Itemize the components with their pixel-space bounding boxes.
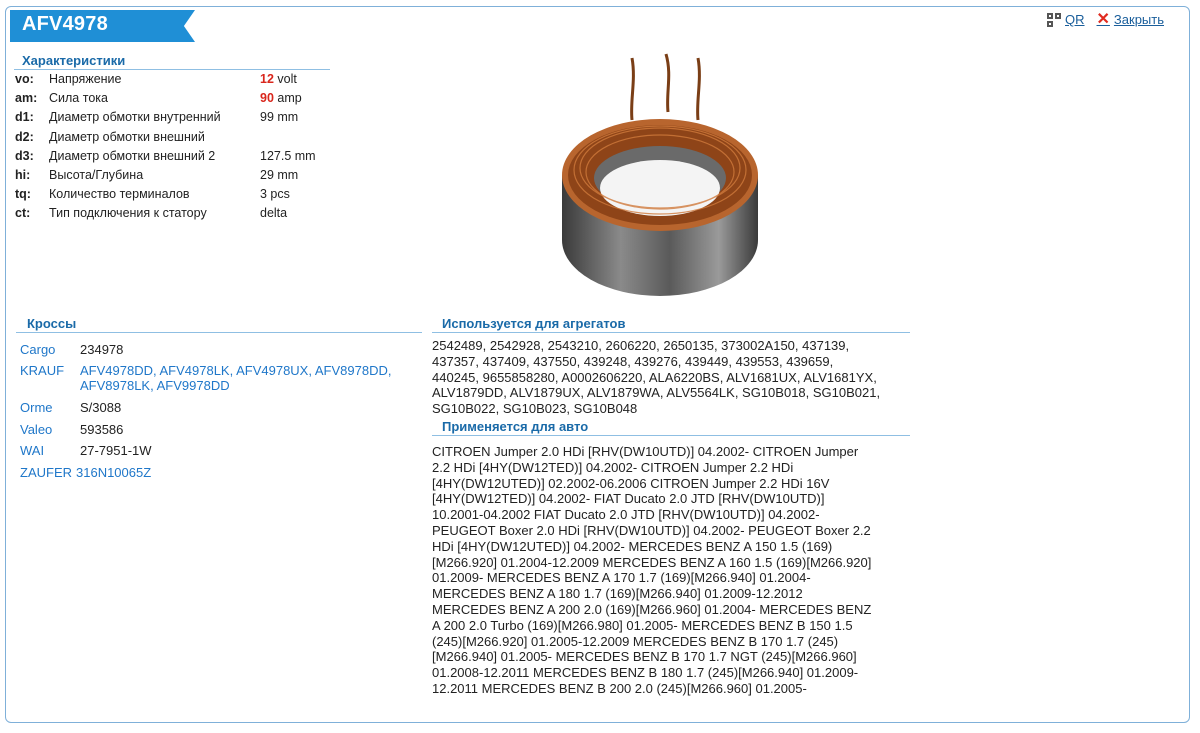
spec-label: Диаметр обмотки внутренний — [49, 110, 221, 125]
cars-line: [4HY(DW12UTED)] 02.2002-06.2006 CITROEN Jumper 2.2 HDi 16V — [432, 475, 830, 491]
spec-value — [260, 91, 302, 105]
spec-value — [260, 168, 298, 182]
cross-row — [20, 400, 121, 415]
spec-unit: amp — [277, 91, 302, 106]
crosses-title: Кроссы — [16, 316, 422, 333]
cars-line: 2.2 HDi [4HY(DW12TED)] 04.2002- CITROEN Jumper 2.2 HDi — [432, 459, 794, 475]
aggregates-line: 2542489, 2542928, 2543210, 2606220, 2650135, 373002A150, 437139, — [432, 338, 850, 353]
spec-key: d1: — [15, 110, 34, 125]
cars-line: 01.2008-12.2011 MERCEDES BENZ B 180 1.7 (245)[M266.940] 01.2009- — [432, 665, 859, 681]
cross-brand[interactable]: WAI — [20, 443, 45, 458]
spec-label: Напряжение — [49, 72, 122, 86]
spec-value — [260, 110, 298, 124]
spec-key: tq: — [15, 187, 31, 202]
qr-label: QR — [1065, 12, 1085, 27]
spec-label: Высота/Глубина — [49, 168, 144, 182]
spec-value-text: delta — [260, 206, 288, 221]
cross-row — [20, 422, 123, 437]
cross-brand[interactable]: ZAUFER — [20, 465, 72, 480]
qr-code-icon — [1047, 13, 1061, 27]
cars-line: 12.2011 MERCEDES BENZ B 200 2.0 (245)[M266.960] 01.2005- — [432, 680, 807, 696]
spec-key: d2: — [15, 129, 34, 144]
spec-key: vo: — [15, 72, 34, 86]
spec-unit: volt — [277, 72, 297, 86]
cars-line: 10.2001-04.2002 FIAT Ducato 2.0 JTD [RHV(DW10UTD)] 04.2002- — [432, 507, 820, 523]
cars-list — [432, 444, 871, 697]
spec-value-text: 29 mm — [260, 168, 299, 182]
cross-brand[interactable]: Valeo — [20, 422, 53, 437]
cars-line: MERCEDES BENZ A 180 1.7 (169)[M266.940] 01.2009-12.2012 — [432, 586, 803, 602]
close-icon: ✕ — [1096, 10, 1110, 28]
spec-value-text: 99 mm — [260, 110, 299, 125]
cars-line: [M266.940] 01.2005- MERCEDES BENZ B 170 1.7 NGT (245)[M266.960] — [432, 649, 857, 665]
spec-key: am: — [15, 91, 38, 106]
cross-brand[interactable]: Cargo — [20, 342, 56, 357]
cross-row — [20, 443, 152, 458]
cross-value: 593586 — [80, 422, 124, 437]
spec-key: hi: — [15, 168, 31, 182]
cross-value[interactable] — [80, 363, 391, 393]
spec-label: Диаметр обмотки внешний — [49, 129, 205, 144]
cross-row — [20, 342, 123, 357]
spec-value — [260, 72, 297, 86]
spec-label: Диаметр обмотки внешний 2 — [49, 148, 216, 163]
cross-row — [20, 363, 391, 393]
cars-line: 01.2009- MERCEDES BENZ A 170 1.7 (169)[M266.940] 01.2004- — [432, 570, 811, 586]
cars-line: A 200 2.0 Turbo (169)[M266.980] 01.2005- MERCEDES BENZ B 150 1.5 — [432, 617, 853, 633]
aggregates-line: ALV1879DD, ALV1879UX, ALV1879WA, ALV5564LK, SG10B018, SG10B021, — [432, 385, 881, 401]
spec-row — [15, 110, 298, 124]
cross-value: S/3088 — [80, 400, 122, 415]
close-link[interactable] — [1097, 12, 1164, 27]
spec-row — [15, 206, 287, 220]
product-image — [560, 50, 760, 305]
page-title: AFV4978 — [22, 13, 108, 35]
spec-value — [260, 149, 316, 163]
spec-value — [260, 206, 287, 220]
cross-value-line[interactable]: AFV4978DD, AFV4978LK, AFV4978UX, AFV8978DD, — [80, 363, 392, 378]
cross-value[interactable]: 316N10065Z — [76, 465, 152, 480]
spec-value-number: 90 — [260, 91, 274, 106]
spec-row — [15, 72, 297, 86]
cars-line: (245)[M266.920] 01.2005-12.2009 MERCEDES BENZ B 170 1.7 (245) — [432, 633, 839, 649]
aggregates-title: Используется для агрегатов — [432, 316, 910, 333]
spec-key: d3: — [15, 148, 34, 163]
spec-value — [260, 187, 290, 201]
cars-title: Применяется для авто — [432, 419, 910, 436]
aggregates-line: 440245, 9655858280, A0002606220, ALA6220BS, ALV1681UX, ALV1681YX, — [432, 369, 877, 385]
spec-row — [15, 149, 316, 163]
aggregates-list — [432, 338, 880, 417]
spec-row — [15, 130, 260, 144]
cars-line: MERCEDES BENZ A 200 2.0 (169)[M266.960] 01.2004- MERCEDES BENZ — [432, 601, 872, 617]
aggregates-line: SG10B022, SG10B023, SG10B048 — [432, 401, 638, 417]
spec-value-number: 12 — [260, 72, 274, 86]
spec-row — [15, 168, 298, 182]
spec-key: ct: — [15, 206, 31, 221]
cross-row — [20, 465, 151, 480]
qr-link[interactable] — [1047, 12, 1085, 27]
cars-line: HDi [4HY(DW12UTED)] 04.2002- MERCEDES BENZ A 150 1.5 (169) — [432, 538, 833, 554]
spec-value-text: 127.5 mm — [260, 148, 316, 163]
cross-value: 27-7951-1W — [80, 443, 152, 458]
spec-label: Тип подключения к статору — [49, 206, 207, 221]
cars-line: [M266.920] 01.2004-12.2009 MERCEDES BENZ A 160 1.5 (169)[M266.920] — [432, 554, 872, 570]
close-label: Закрыть — [1113, 12, 1164, 27]
specs-title: Характеристики — [14, 53, 330, 70]
cars-line: CITROEN Jumper 2.0 HDi [RHV(DW10UTD)] 04.2002- CITROEN Jumper — [432, 444, 859, 459]
cross-value-line[interactable]: AFV8978LK, AFV9978DD — [80, 378, 230, 393]
aggregates-line: 437357, 437409, 437550, 439248, 439276, 439449, 439553, 439659, — [432, 353, 834, 369]
cars-line: PEUGEOT Boxer 2.0 HDi [RHV(DW10UTD)] 04.2002- PEUGEOT Boxer 2.2 — [432, 522, 871, 538]
cross-brand[interactable]: Orme — [20, 400, 53, 415]
spec-value-text: 3 pcs — [260, 187, 290, 202]
spec-row — [15, 91, 302, 105]
cars-line: [4HY(DW12TED)] 04.2002- FIAT Ducato 2.0 JTD [RHV(DW10UTD)] — [432, 491, 825, 507]
spec-label: Количество терминалов — [49, 187, 190, 202]
top-actions — [1047, 12, 1164, 27]
spec-label: Сила тока — [49, 91, 108, 106]
cross-value: 234978 — [80, 342, 124, 357]
cross-brand[interactable]: KRAUF — [20, 363, 65, 378]
spec-row — [15, 187, 290, 201]
